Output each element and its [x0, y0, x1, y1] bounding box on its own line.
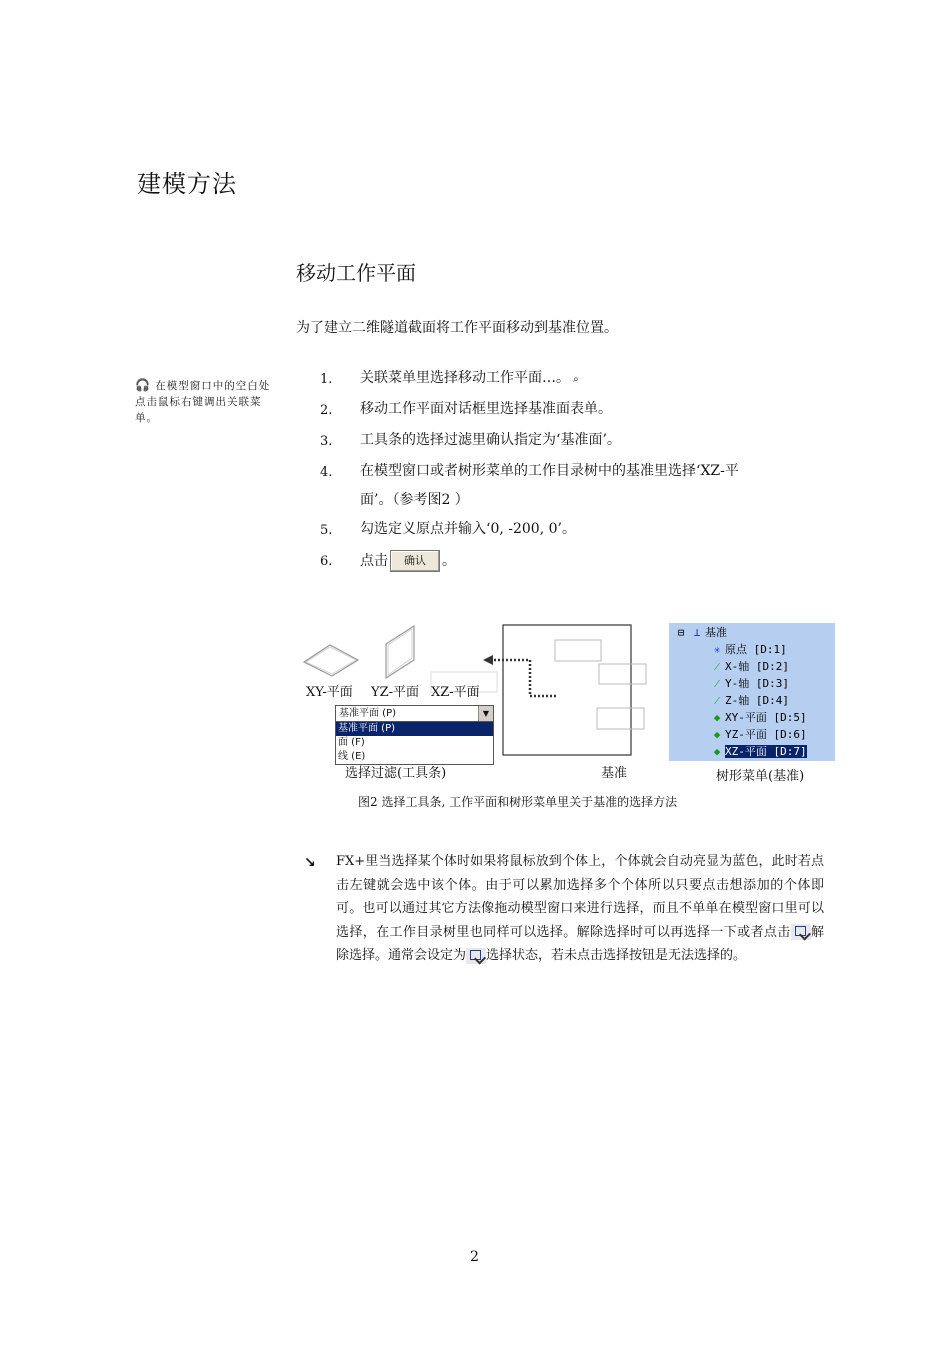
xy-plane-label: XY-平面	[306, 685, 353, 700]
yz-plane-label: YZ-平面	[371, 685, 420, 700]
ok-button[interactable]: 确认	[390, 550, 440, 572]
step-item	[320, 550, 820, 572]
step-number: 1.	[320, 372, 333, 387]
tree-item[interactable]: ⁄ Y-轴 [D:3]	[709, 676, 789, 692]
axis-icon: ⁄	[716, 660, 718, 673]
step-text-cont: 面’。（参考图2 ）	[360, 492, 469, 508]
side-note-text: 在模型窗口中的空白处点击鼠标右键调出关联菜单。	[135, 380, 271, 424]
step-text: 移动工作平面对话框里选择基准面表单。	[360, 401, 612, 417]
step-text: 工具条的选择过滤里确认指定为‘基准面’。	[360, 432, 621, 448]
step-item	[320, 368, 820, 390]
deselect-icon[interactable]	[791, 924, 811, 940]
dropdown-option[interactable]: 面 (F)	[338, 737, 365, 748]
model-window	[503, 625, 631, 755]
side-note	[135, 377, 275, 426]
axis-icon: ⁄	[716, 677, 718, 690]
intro-text: 为了建立二维隧道截面将工作平面移动到基准位置。	[296, 320, 618, 336]
filter-label: 选择过滤(工具条)	[345, 766, 447, 781]
note-text: 解除选择。通常会设定为	[336, 924, 824, 963]
dropdown-value: 基准平面 (P)	[339, 708, 397, 719]
figure-2	[300, 620, 840, 810]
tree-item-selected[interactable]: ◆ XZ-平面 [D:7]	[709, 744, 807, 760]
select-mode-icon[interactable]	[466, 948, 486, 964]
steps-list	[320, 368, 820, 581]
tree-item[interactable]: ⁄ Z-轴 [D:4]	[709, 693, 789, 709]
tree-menu	[669, 623, 835, 761]
step-item	[320, 519, 820, 541]
dropdown-option[interactable]: 基准平面 (P)	[336, 722, 493, 736]
plane-icon: ◆	[713, 711, 721, 724]
xz-plane-label: XZ-平面	[431, 685, 480, 700]
plane-icon: ◆	[713, 728, 721, 741]
step-number: 3.	[320, 434, 333, 449]
dropdown-options	[335, 721, 494, 765]
yz-plane-shape	[386, 626, 414, 678]
step-text: 勾选定义原点并输入‘0, -200, 0’。	[360, 521, 576, 537]
selection-filter-dropdown[interactable]	[335, 705, 494, 722]
step-text: 在模型窗口或者树形菜单的工作目录树中的基准里选择‘XZ-平	[360, 463, 739, 479]
tree-item[interactable]: ✳ 原点 [D:1]	[709, 642, 787, 658]
dropdown-option[interactable]: 线 (E)	[338, 751, 366, 762]
tree-item[interactable]: ◆ YZ-平面 [D:6]	[709, 727, 807, 743]
tree-item[interactable]: ◆ XY-平面 [D:5]	[709, 710, 807, 726]
collapse-icon[interactable]: ⊟	[677, 626, 685, 639]
axis-icon: ⁄	[716, 694, 718, 707]
step-text: 关联菜单里选择移动工作平面…。	[360, 370, 570, 386]
note-text: 选择状态，若未点击选择按钮是无法选择的。	[486, 948, 747, 963]
step-item	[320, 430, 820, 452]
tree-label: 树形菜单(基准)	[716, 769, 805, 784]
step-text-end: 。	[442, 553, 456, 569]
step-number: 4.	[320, 465, 333, 480]
arrow-icon: ↘	[304, 855, 316, 871]
section-title: 移动工作平面	[296, 261, 416, 285]
datum-label: 基准	[601, 766, 628, 781]
origin-icon: ✳	[713, 643, 721, 656]
chevron-down-icon[interactable]: ▼	[478, 706, 493, 721]
step-number: 6.	[320, 554, 333, 569]
tree-item[interactable]: ⁄ X-轴 [D:2]	[709, 659, 789, 675]
figure-caption: 图2 选择工具条, 工作平面和树形菜单里关于基准的选择方法	[358, 795, 678, 809]
cursor-icon: ⌕	[570, 374, 579, 385]
step-number: 2.	[320, 403, 333, 418]
axes-icon: ⊥	[693, 626, 701, 639]
headphones-icon: 🎧	[135, 378, 151, 392]
step-item	[320, 461, 820, 510]
note-text: FX+里当选择某个体时如果将鼠标放到个体上，个体就会自动亮显为蓝色，此时若点击左键就会选中该个体。由于可以累加选择多个个体所以只要点击想添加的个体即可。也可以通过其它方法像拖动模型窗口来进行选择，而且不单单在模型窗口里可以选择，在工作目录树里也同样可以选择。解除选择时可以再选择一下或者点击	[336, 854, 824, 940]
step-number: 5.	[320, 523, 333, 538]
page-heading: 建模方法	[137, 170, 237, 198]
step-text: 点击	[360, 553, 388, 569]
tree-root[interactable]: ⊟ ⊥ 基准	[673, 625, 727, 641]
page-number: 2	[470, 1249, 479, 1265]
plane-icon: ◆	[713, 745, 721, 758]
xy-plane-shape	[304, 645, 358, 676]
step-item	[320, 399, 820, 421]
